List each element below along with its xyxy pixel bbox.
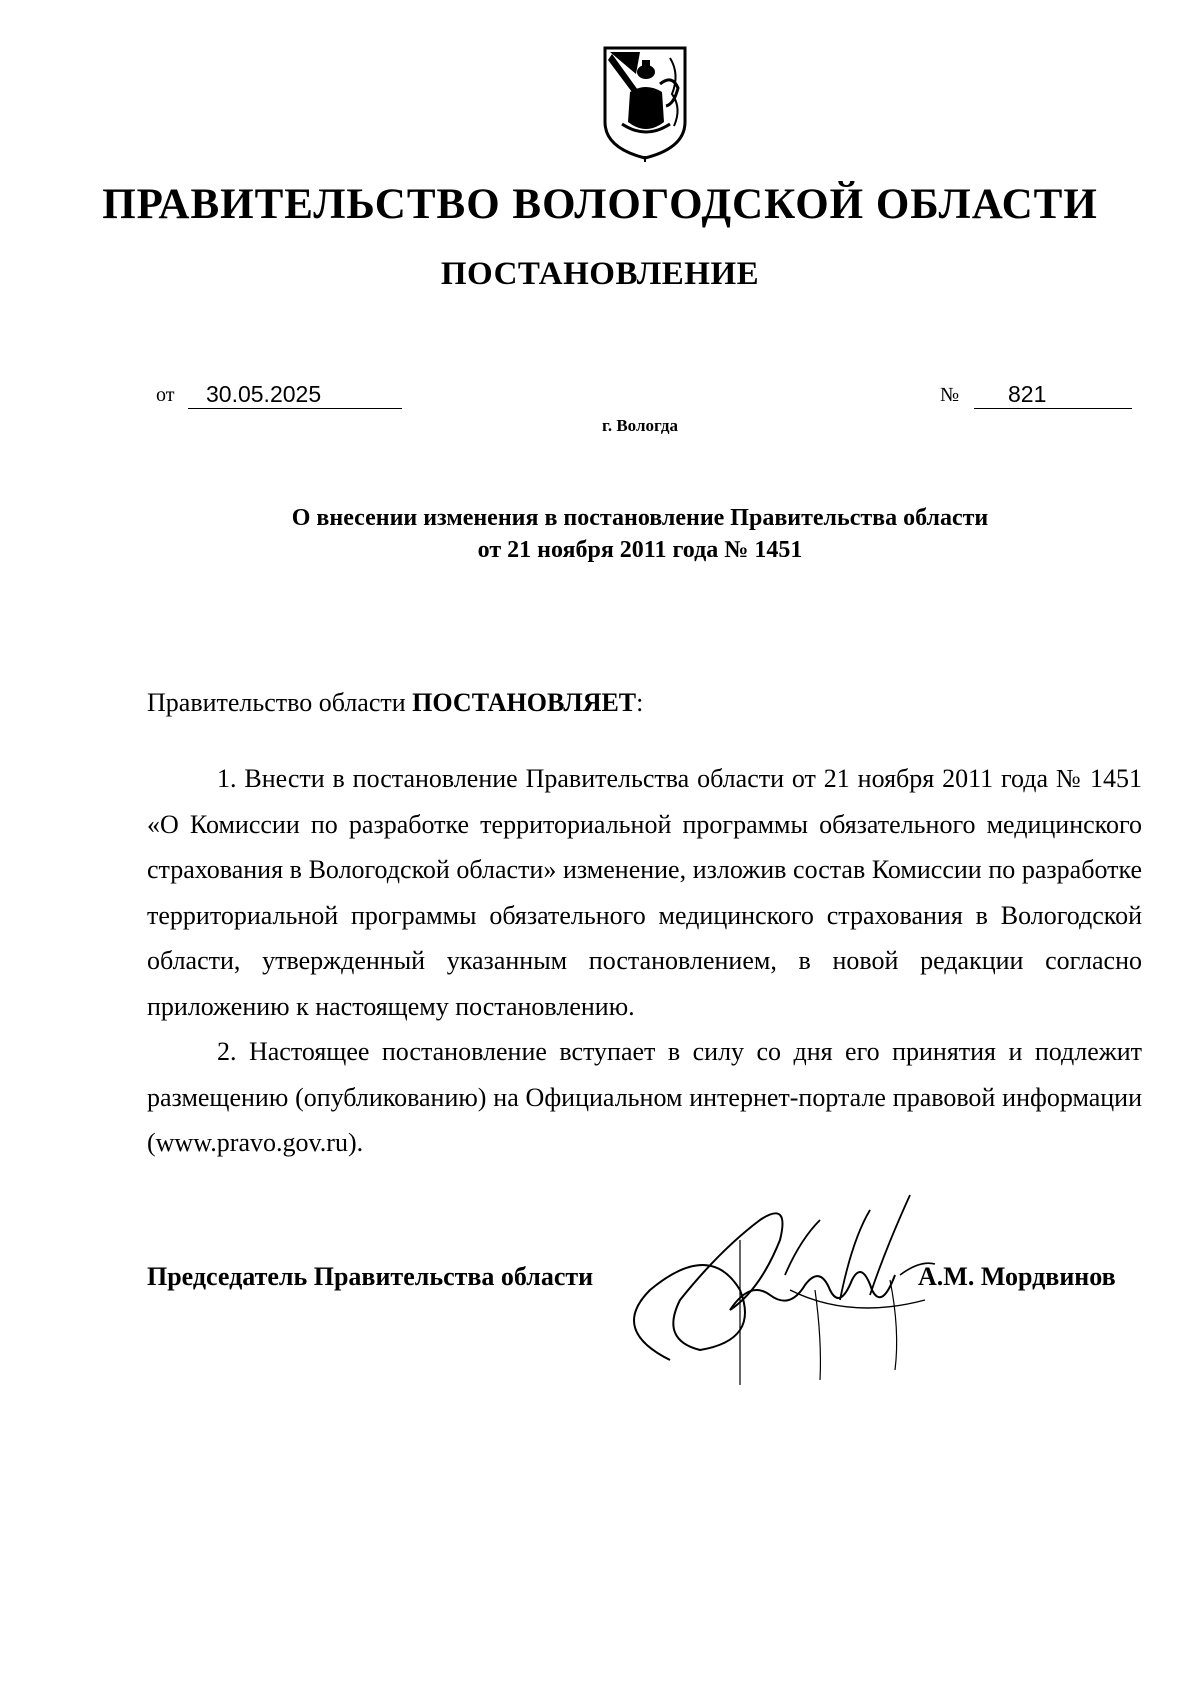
document-date: 30.05.2025 — [188, 380, 402, 409]
city: г. Вологда — [602, 416, 678, 435]
preamble — [147, 680, 1142, 726]
point-1: 1. Внести в постановление Правительства области от 21 ноября 2011 года № 1451 «О Комиссии по разработке территориальной программы обязательного медицинского страхования в Вологодской области» изменение, изложив состав Комиссии по разработке территориальной программы обязательного медицинского страхования в Вологодской области, утвержденный указанным постановлением, в новой редакции согласно приложению к настоящему постановлению. — [147, 764, 1142, 1021]
preamble-resolves: ПОСТАНОВЛЯЕТ — [412, 688, 637, 717]
resolution-points — [147, 756, 1142, 1166]
document-type: ПОСТАНОВЛЕНИЕ — [440, 256, 760, 292]
date-prefix: от — [156, 384, 175, 406]
organization-title: ПРАВИТЕЛЬСТВО ВОЛОГОДСКОЙ ОБЛАСТИ — [102, 181, 1098, 228]
signatory-position: Председатель Правительства области — [147, 1262, 594, 1291]
document-number: 821 — [974, 380, 1132, 409]
preamble-colon: : — [636, 688, 644, 717]
subject-line-1: О внесении изменения в постановление Правительства области — [291, 505, 989, 531]
point-2: 2. Настоящее постановление вступает в силу со дня его принятия и подлежит размещению (опубликованию) на Официальном интернет-портале правовой информации (www.pravo.gov.ru). — [147, 1037, 1142, 1157]
signature-scribble — [590, 1180, 950, 1400]
signatory-name: А.М. Мордвинов — [918, 1262, 1116, 1291]
preamble-text: Правительство области — [147, 688, 413, 717]
document-subject — [160, 502, 1120, 566]
coat-of-arms-icon — [600, 44, 690, 164]
number-prefix: № — [940, 384, 960, 406]
subject-line-2: от 21 ноября 2011 года № 1451 — [477, 537, 803, 563]
